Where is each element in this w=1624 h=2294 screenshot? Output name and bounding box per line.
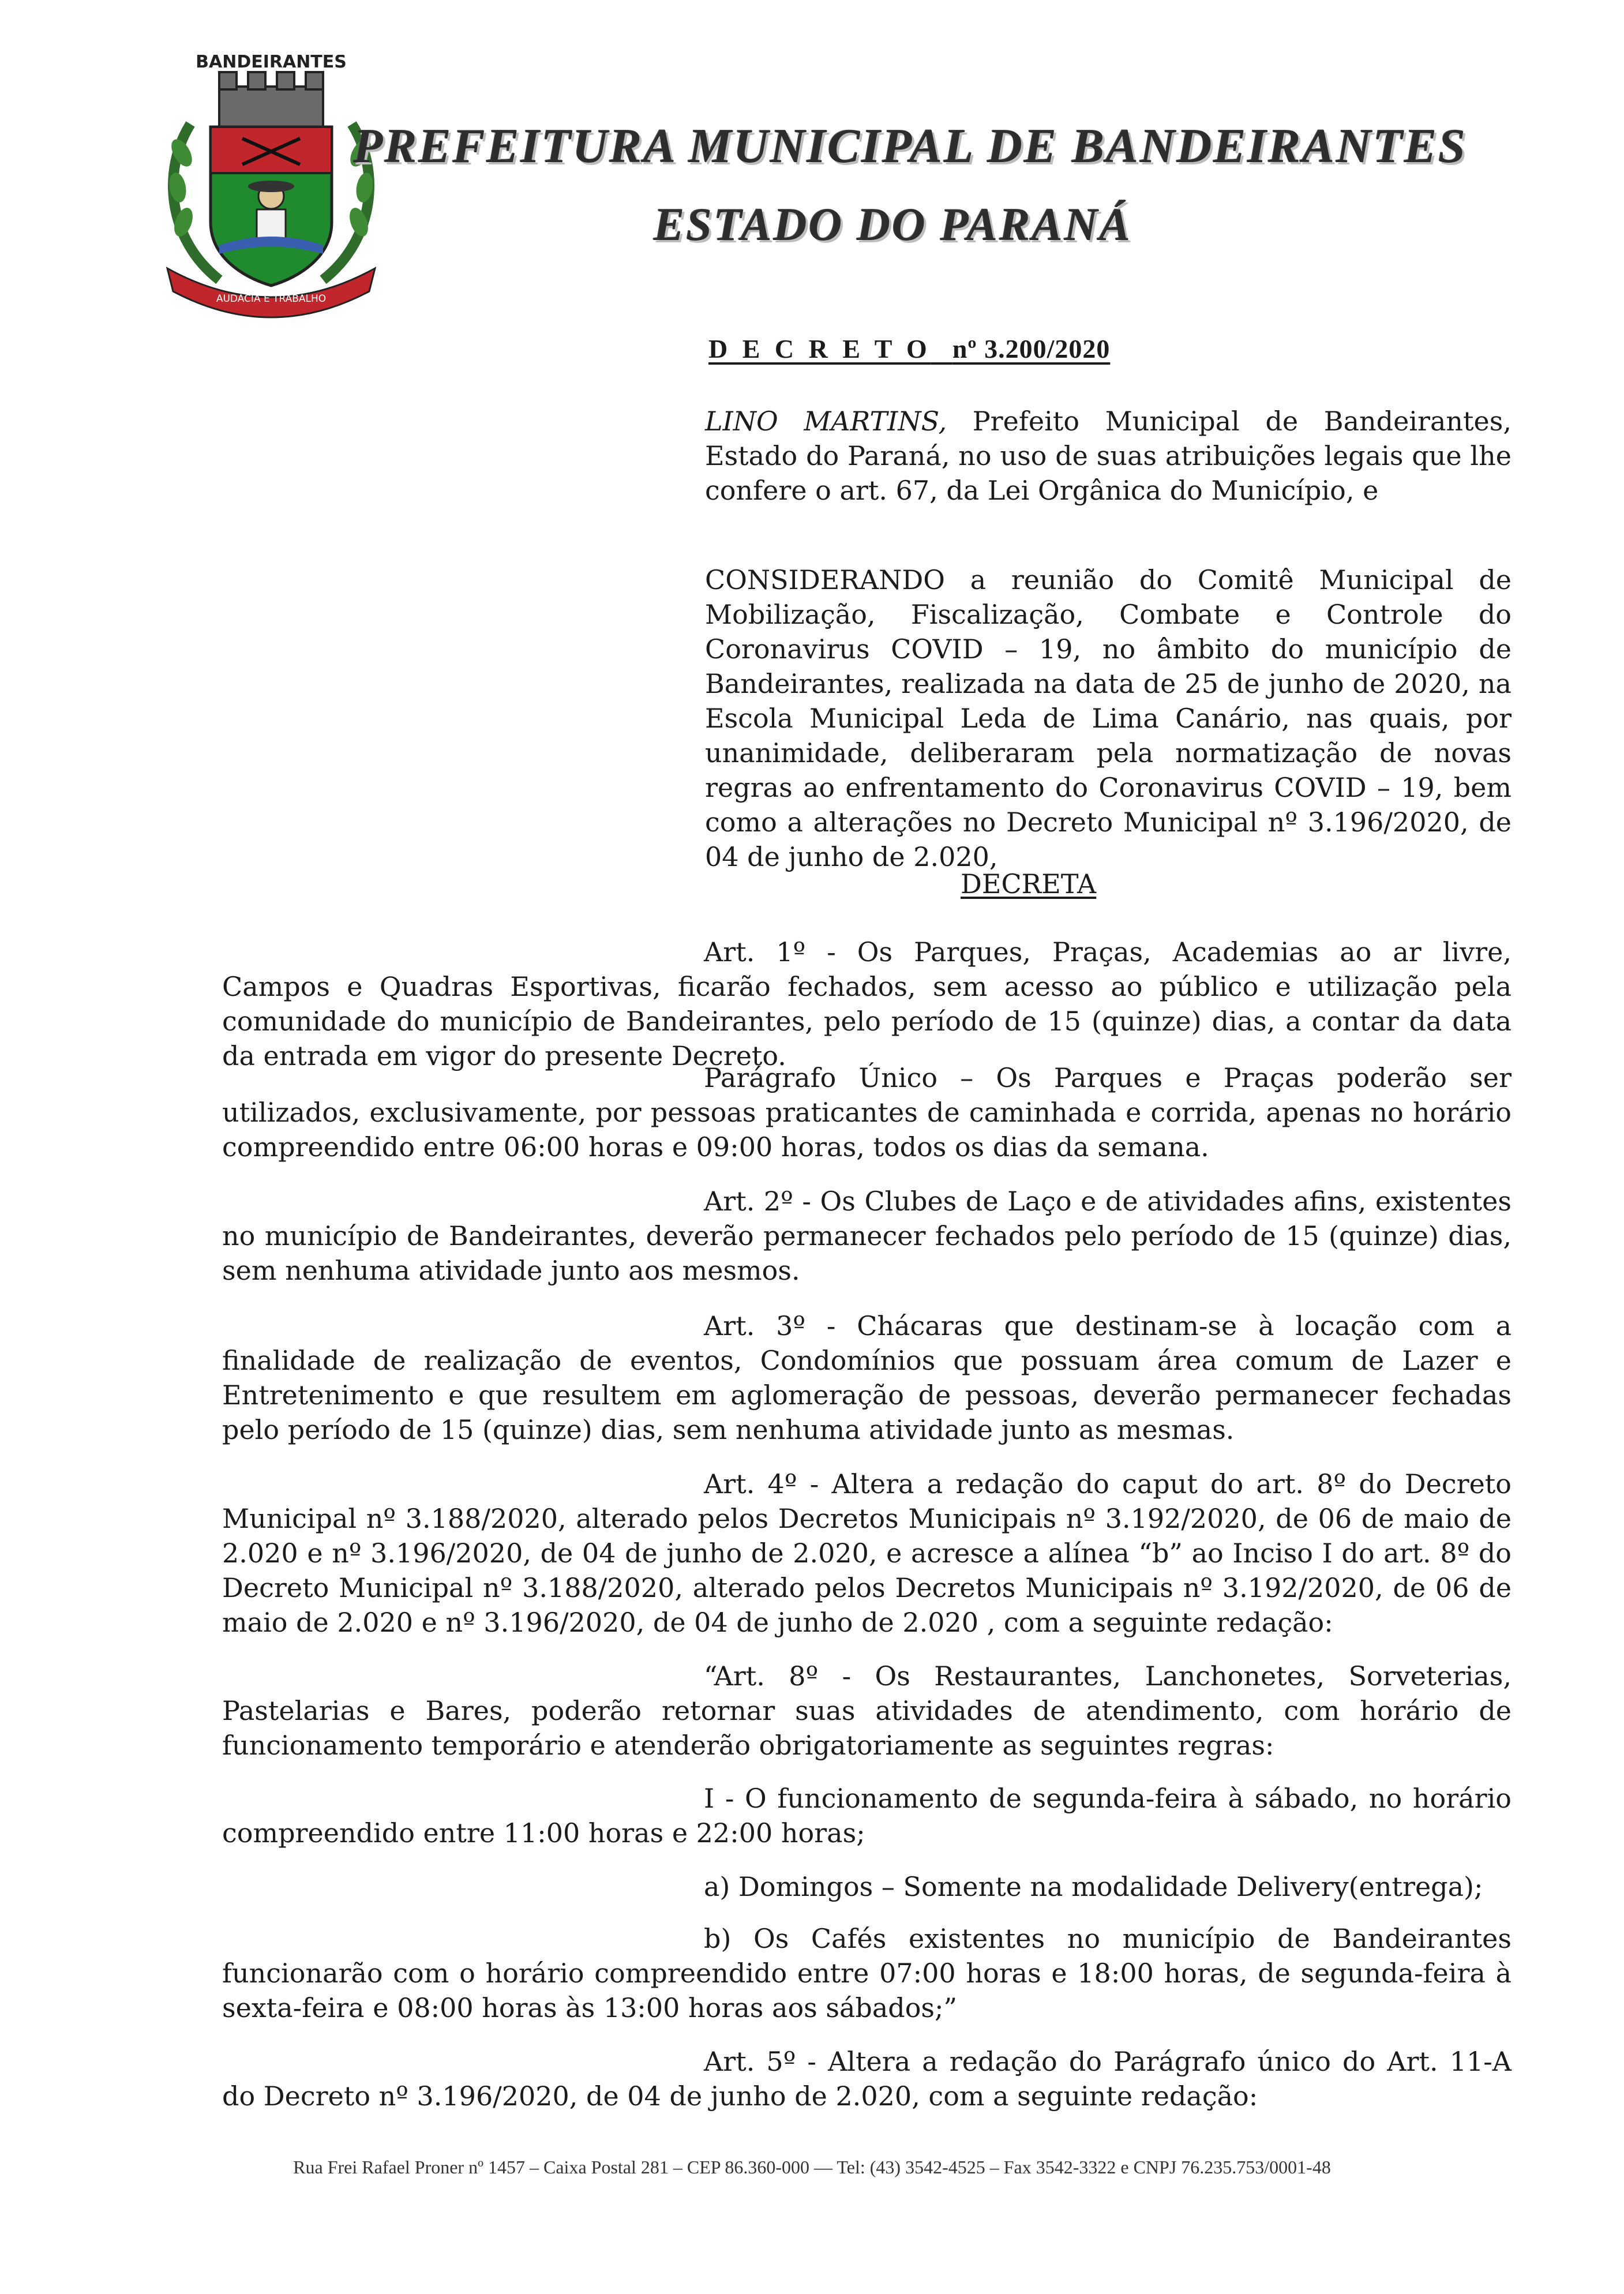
article-4: Art. 4º - Altera a redação do caput do art. 8º do Decreto Municipal nº 3.188/2020, alterado pelos Decretos Municipais nº 3.192/2020, de 06 de maio de 2.020 e nº 3.196/2020, de 04 de junho de 2.020, e acresce a alínea “b” ao Inciso I do art. 8º do Decreto Municipal nº 3.188/2020, alterado pelos Decretos Municipais nº 3.192/2020, de 06 de maio de 2.020 e nº 3.196/2020, de 04 de junho de 2.020 , com a seguinte redação: bbox=[222, 1468, 1512, 1638]
article-1: Art. 1º - Os Parques, Praças, Academias ao ar livre, Campos e Quadras Esportivas, ficarão fechados, sem acesso ao público e utilização pela comunidade do município de Bandeirantes, pelo período de 15 (quinze) dias, a contar da data da entrada em vigor do presente Decreto. bbox=[222, 936, 1512, 1071]
decree-number: nº 3.200/2020 bbox=[952, 334, 1111, 363]
article-3: Art. 3º - Chácaras que destinam-se à locação com a finalidade de realização de eventos, Condomínios que possuam área comum de Lazer e Entretenimento e que resultem em aglomeração de pessoas, deverão permanecer fechadas pelo período de 15 (quinze) dias, sem nenhuma atividade junto as mesmas. bbox=[222, 1310, 1512, 1445]
preamble bbox=[705, 404, 1512, 508]
header-estado: ESTADO DO PARANÁ bbox=[654, 200, 1132, 250]
municipal-coat-of-arms bbox=[156, 55, 387, 320]
crest-motto: AUDÁCIA E TRABALHO bbox=[216, 293, 327, 305]
inciso-1: I - O funcionamento de segunda-feira à sábado, no horário compreendido entre 11:00 horas e 22:00 horas; bbox=[222, 1783, 1512, 1849]
crest-label: BANDEIRANTES bbox=[196, 55, 347, 72]
article-8-quote: “Art. 8º - Os Restaurantes, Lanchonetes, Sorveterias, Pastelarias e Bares, poderão retornar suas atividades de atendimento, com horário de funcionamento temporário e atenderão obrigatoriamente as seguintes regras: bbox=[222, 1660, 1512, 1761]
header-prefeitura: PREFEITURA MUNICIPAL DE BANDEIRANTES bbox=[353, 119, 1467, 173]
decree-title-word: D E C R E T O bbox=[708, 334, 931, 363]
article-2: Art. 2º - Os Clubes de Laço e de atividades afins, existentes no município de Bandeirantes, deverão permanecer fechados pelo período de 15 (quinze) dias, sem nenhuma atividade junto aos mesmos. bbox=[222, 1186, 1512, 1286]
alinea-a: a) Domingos – Somente na modalidade Delivery(entrega); bbox=[704, 1871, 1483, 1902]
footer-address: Rua Frei Rafael Proner nº 1457 – Caixa Postal 281 – CEP 86.360-000 — Tel: (43) 3542-4525 – Fax 3542-3322 e CNPJ 76.235.753/0001-48 bbox=[293, 2157, 1331, 2177]
decreta-heading: DECRETA bbox=[961, 868, 1097, 899]
considerando-paragraph: CONSIDERANDO a reunião do Comitê Municipal de Mobilização, Fiscalização, Combate e Controle do Coronavirus COVID – 19, no âmbito do município de Bandeirantes, realizada na data de 25 de junho de 2020, na Escola Municipal Leda de Lima Canário, nas quais, por unanimidade, deliberaram pela normatização de novas regras ao enfrentamento do Coronavirus COVID – 19, bem como a alterações no Decreto Municipal nº 3.196/2020, de 04 de junho de 2.020, bbox=[705, 564, 1512, 872]
mayor-name: LINO MARTINS, bbox=[705, 406, 947, 437]
alinea-b: b) Os Cafés existentes no município de Bandeirantes funcionarão com o horário compreendido entre 07:00 horas e 18:00 horas, de segunda-feira à sexta-feira e 08:00 horas às 13:00 horas aos sábados;” bbox=[222, 1923, 1512, 2023]
preamble-text: Prefeito Municipal de Bandeirantes, Estado do Paraná, no uso de suas atribuições legais que lhe confere o art. 67, da Lei Orgânica do Município, e bbox=[705, 406, 1512, 506]
article-5: Art. 5º - Altera a redação do Parágrafo único do Art. 11-A do Decreto nº 3.196/2020, de 04 de junho de 2.020, com a seguinte redação: bbox=[222, 2046, 1512, 2112]
article-1-paragraph: Parágrafo Único – Os Parques e Praças poderão ser utilizados, exclusivamente, por pessoas praticantes de caminhada e corrida, apenas no horário compreendido entre 06:00 horas e 09:00 horas, todos os dias da semana. bbox=[222, 1062, 1512, 1163]
decree-title bbox=[708, 333, 1110, 364]
